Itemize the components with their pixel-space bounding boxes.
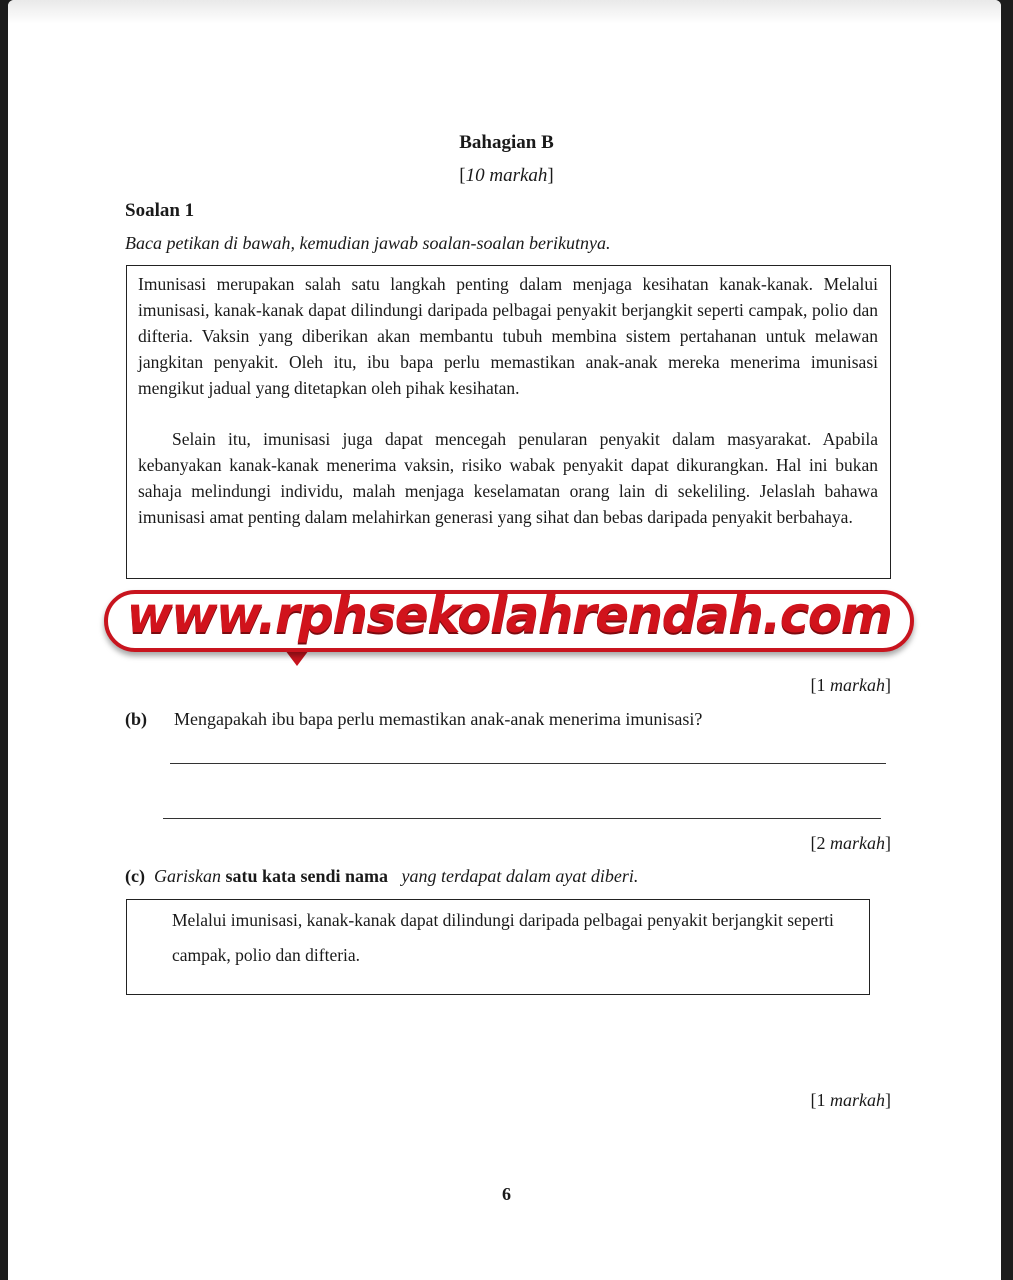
page-number: 6 bbox=[502, 1184, 511, 1204]
question-label: Soalan 1 bbox=[125, 200, 195, 221]
part-b-marks-number: [2 bbox=[810, 833, 830, 853]
answer-line-2[interactable] bbox=[163, 818, 881, 819]
part-c-instruction-bold: satu kata sendi nama bbox=[225, 866, 389, 886]
part-c-instruction bbox=[125, 866, 638, 887]
part-b-marks bbox=[811, 833, 892, 854]
part-c-sentence[interactable]: Melalui imunisasi, kanak-kanak dapat dilindungi daripada pelbagai penyakit berjangkit seperti campak, polio dan difteria. bbox=[172, 910, 834, 965]
part-c-label: (c) bbox=[125, 866, 145, 886]
part-c-marks bbox=[811, 1090, 892, 1111]
passage-paragraph-1: Imunisasi merupakan salah satu langkah penting dalam menjaga kesihatan kanak-kanak. Melalui imunisasi, kanak-kanak dapat dilindungi daripada pelbagai penyakit berjangkit seperti campak, polio dan difteria. Vaksin yang diberikan akan membantu tubuh membina sistem pertahanan untuk melawan jangkitan penyakit. Oleh itu, ibu bapa perlu memastikan anak-anak mereka menerima imunisasi mengikut jadual yang ditetapkan oleh pihak kesihatan. bbox=[138, 274, 878, 398]
part-a-marks bbox=[811, 675, 892, 696]
passage-paragraph-2: Selain itu, imunisasi juga dapat mencegah penularan penyakit dalam masyarakat. Apabila kebanyakan kanak-kanak menerima vaksin, risiko wabak penyakit dapat dikurangkan. Hal ini bukan sahaja melindungi individu, malah menjaga keselamatan orang lain di sekeliling. Jelaslah bahawa imunisasi amat penting dalam melahirkan generasi yang sihat dan bebas daripada penyakit berbahaya. bbox=[138, 429, 878, 527]
part-b-marks-word: markah bbox=[830, 833, 885, 853]
watermark-text: www.rphsekolahrendah.com bbox=[126, 586, 892, 644]
part-c-marks-number: [1 bbox=[810, 1090, 830, 1110]
section-marks-open: [ bbox=[459, 165, 466, 186]
part-a-marks-close: ] bbox=[885, 675, 891, 695]
sentence-box bbox=[126, 899, 870, 995]
watermark-banner bbox=[104, 576, 914, 676]
passage-box bbox=[126, 265, 891, 579]
question-instruction: Baca petikan di bawah, kemudian jawab soalan-soalan berikutnya. bbox=[125, 233, 611, 253]
section-marks-value: 10 markah bbox=[465, 165, 548, 186]
part-c-marks-close: ] bbox=[885, 1090, 891, 1110]
section-marks bbox=[0, 165, 1013, 187]
part-c-marks-word: markah bbox=[830, 1090, 885, 1110]
page-top-shade bbox=[8, 0, 1001, 24]
part-a-marks-number: [1 bbox=[810, 675, 830, 695]
part-c-instruction-start: Gariskan bbox=[153, 866, 221, 886]
part-c-instruction-end: yang terdapat dalam ayat diberi. bbox=[401, 866, 639, 886]
part-b-label: (b) bbox=[125, 709, 147, 729]
section-title: Bahagian B bbox=[459, 132, 554, 153]
part-b-question: Mengapakah ibu bapa perlu memastikan anak-anak menerima imunisasi? bbox=[174, 709, 703, 729]
section-marks-close: ] bbox=[547, 165, 554, 186]
part-b-marks-close: ] bbox=[885, 833, 891, 853]
part-a-marks-word: markah bbox=[830, 675, 885, 695]
answer-line-1[interactable] bbox=[170, 763, 886, 764]
